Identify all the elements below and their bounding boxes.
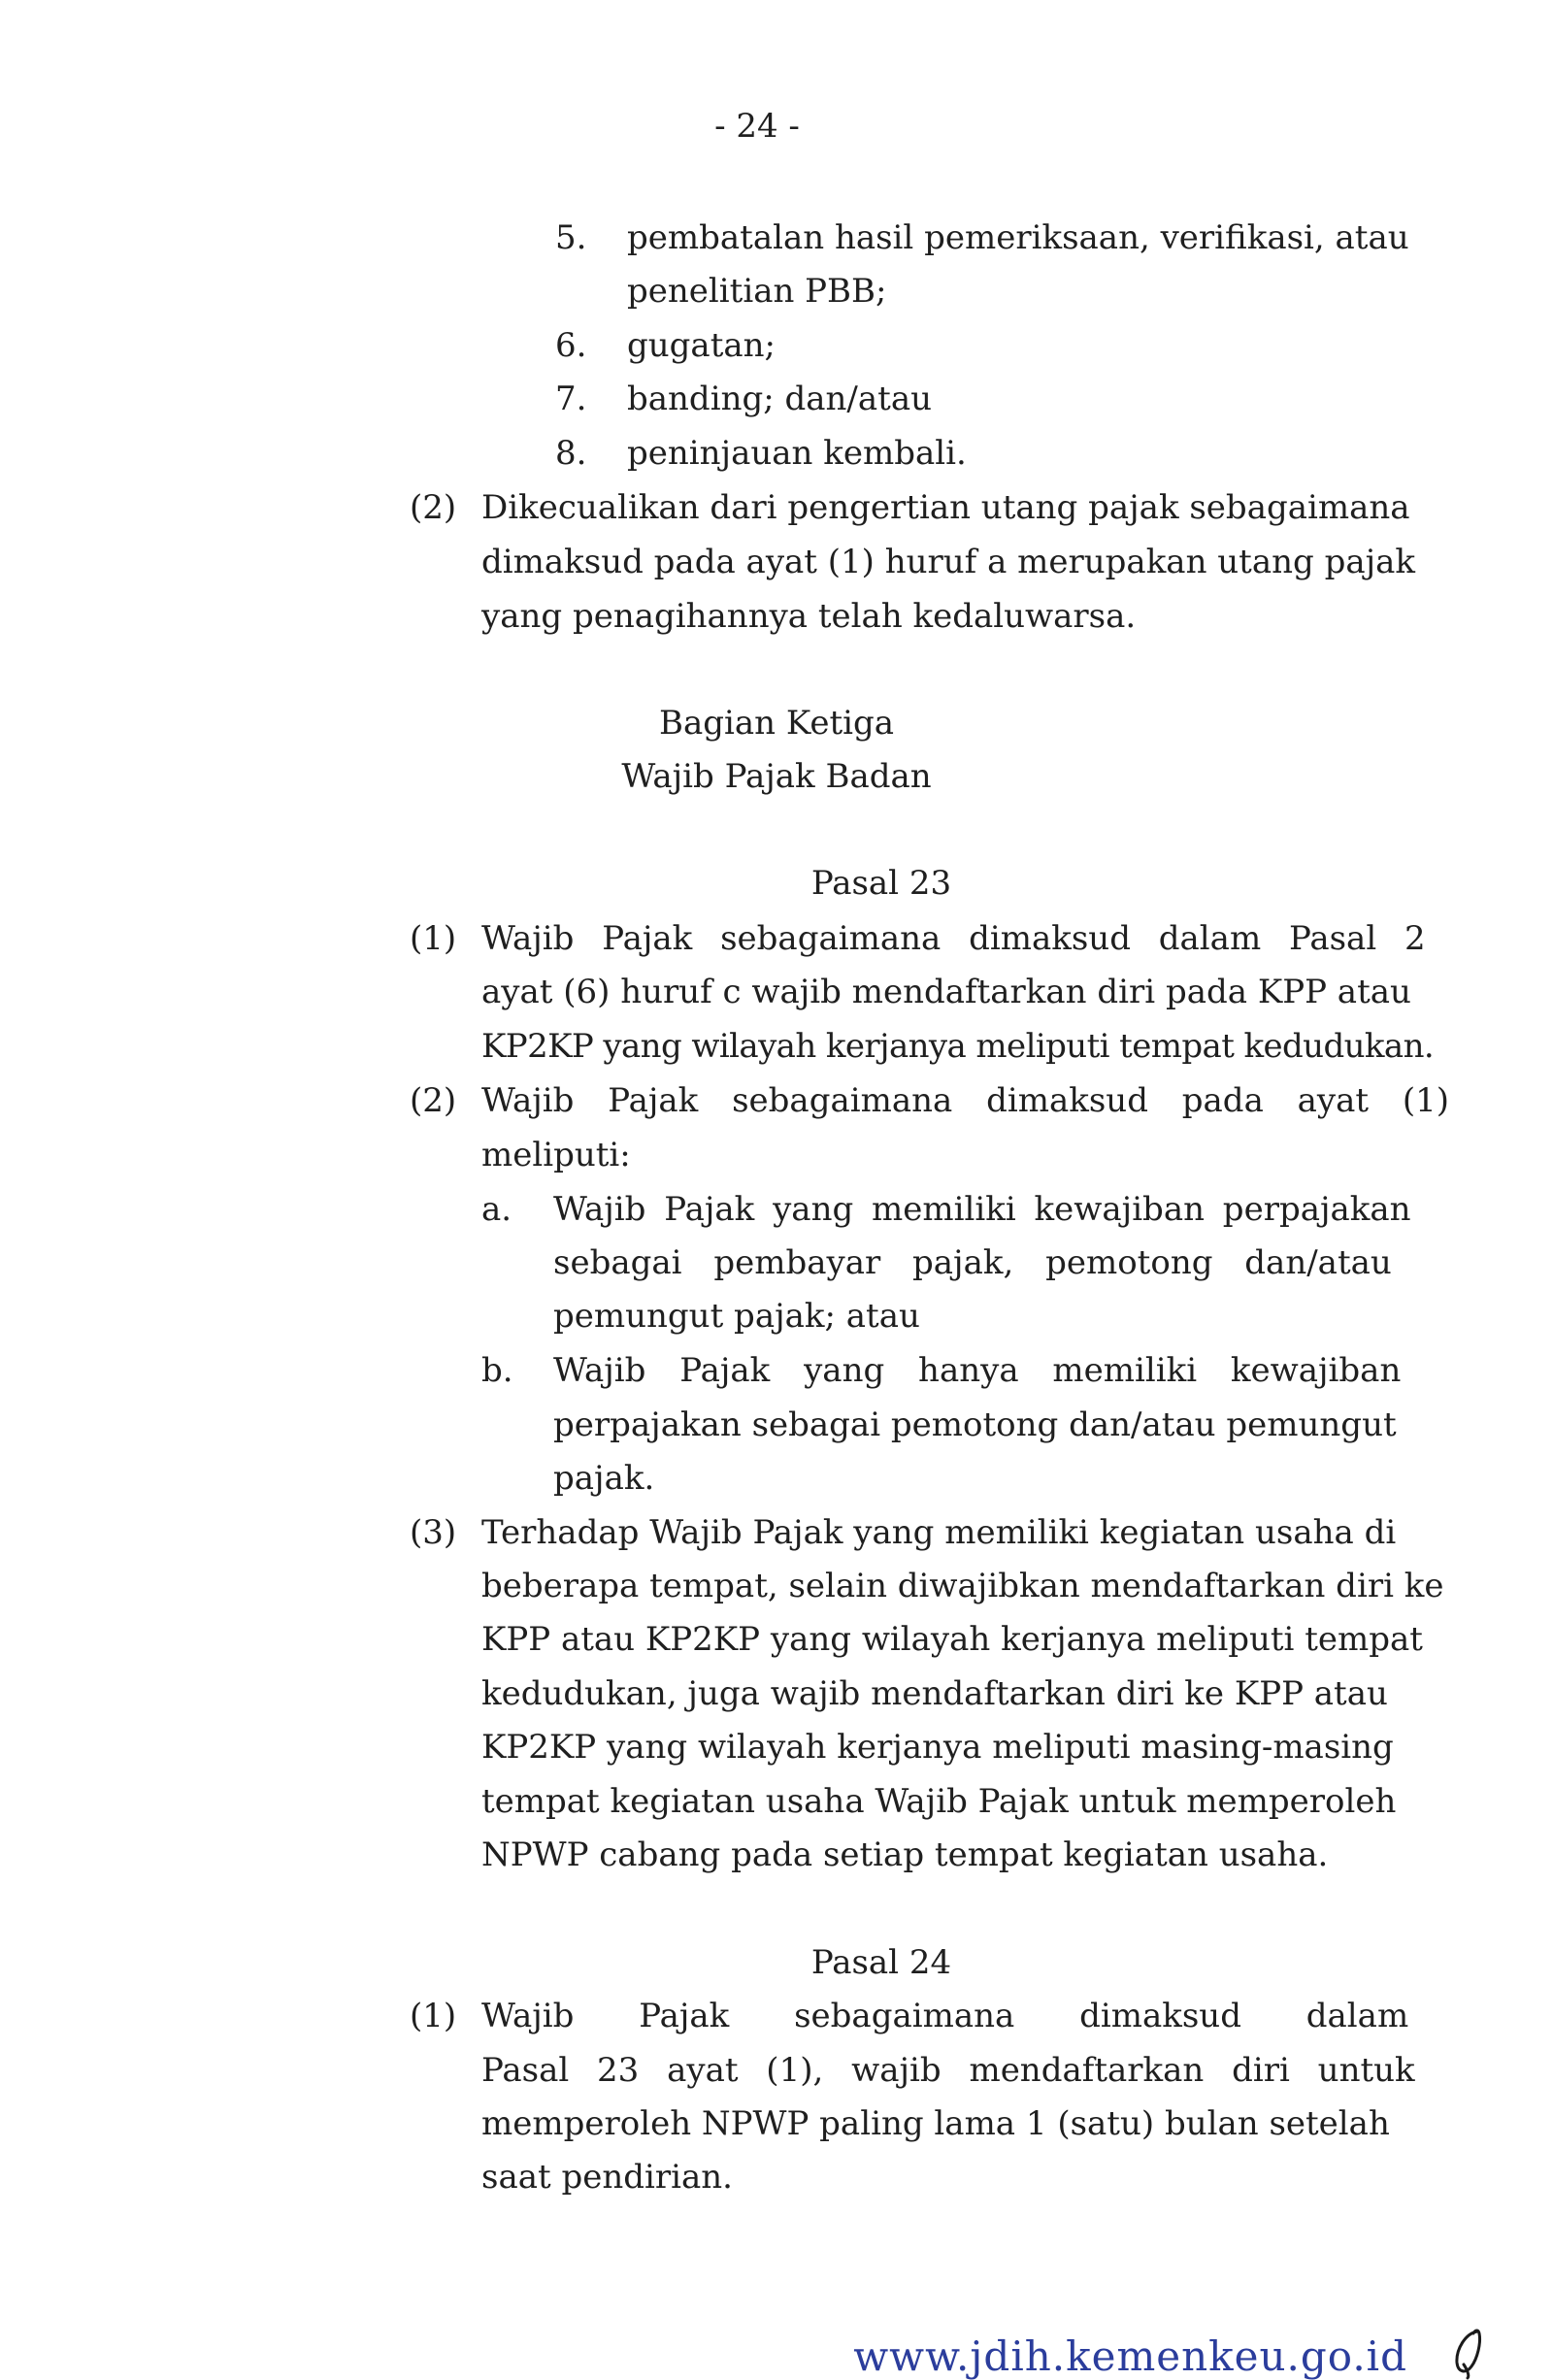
sub-item-letter: b. <box>481 1351 513 1390</box>
line-text: dimaksud pada ayat (1) huruf a merupakan utang pajak <box>481 543 1416 581</box>
article-title: Pasal 23 <box>810 864 952 903</box>
paragraph-line: yang penagihannya telah kedaluwarsa. <box>481 597 1137 636</box>
paragraph-number: (2) <box>410 1081 457 1120</box>
footer-url: www.jdih.kemenkeu.go.id <box>853 2332 1407 2380</box>
paragraph-line: KP2KP yang wilayah kerjanya meliputi masing-masing <box>481 1728 1394 1767</box>
list-item-line: gugatan; <box>627 326 776 365</box>
list-item-line: peninjauan kembali. <box>627 434 967 473</box>
list-item-number: 7. <box>555 380 587 418</box>
paragraph-line <box>481 488 1410 527</box>
paragraph-line: Wajib Pajak sebagaimana dimaksud dalam Pasal 2 <box>481 919 1426 958</box>
paragraph-line: Pasal 23 ayat (1), wajib mendaftarkan diri untuk <box>481 2051 1415 2090</box>
sub-item-line: pajak. <box>553 1459 655 1498</box>
paragraph-line: saat pendirian. <box>481 2158 733 2197</box>
paragraph-line: NPWP cabang pada setiap tempat kegiatan usaha. <box>481 1835 1329 1874</box>
paragraph-line: kedudukan, juga wajib mendaftarkan diri ke KPP atau <box>481 1674 1388 1713</box>
sub-item-line: pemungut pajak; atau <box>553 1297 920 1336</box>
paragraph-line: Wajib Pajak sebagaimana dimaksud pada ayat (1) <box>481 1081 1450 1120</box>
paragraph-line: meliputi: <box>481 1136 631 1174</box>
paragraph-line: KP2KP yang wilayah kerjanya meliputi tempat kedudukan. <box>481 1027 1435 1066</box>
list-item-line: banding; dan/atau <box>627 380 932 418</box>
sub-item-line: Wajib Pajak yang hanya memiliki kewajiban <box>553 1351 1402 1390</box>
paragraph-line: tempat kegiatan usaha Wajib Pajak untuk memperoleh <box>481 1782 1397 1821</box>
sub-item-line: perpajakan sebagai pemotong dan/atau pemungut <box>553 1405 1397 1444</box>
paragraph-number: (2) <box>410 488 457 527</box>
list-item-number: 8. <box>555 434 587 473</box>
paragraph-line: beberapa tempat, selain diwajibkan mendaftarkan diri ke <box>481 1567 1444 1605</box>
list-item-number: 6. <box>555 326 587 365</box>
paragraph-line: Terhadap Wajib Pajak yang memiliki kegiatan usaha di <box>481 1513 1397 1552</box>
page-number: - 24 - <box>714 107 800 146</box>
list-item-number: 5. <box>555 218 587 257</box>
sub-item-letter: a. <box>481 1190 512 1229</box>
initial-signature-mark <box>1448 2326 1491 2380</box>
paragraph-number: (1) <box>410 919 457 958</box>
paragraph-line: KPP atau KP2KP yang wilayah kerjanya meliputi tempat <box>481 1620 1423 1659</box>
paragraph-number: (1) <box>410 1997 457 2035</box>
sub-item-line: sebagai pembayar pajak, pemotong dan/atau <box>553 1243 1392 1282</box>
paragraph-line: Wajib Pajak sebagaimana dimaksud dalam <box>481 1997 1409 2035</box>
list-item-line: penelitian PBB; <box>627 272 887 311</box>
section-heading-title: Wajib Pajak Badan <box>621 757 932 796</box>
article-title: Pasal 24 <box>810 1943 952 1982</box>
section-heading-part: Bagian Ketiga <box>658 704 895 743</box>
paragraph-line: ayat (6) huruf c wajib mendaftarkan diri pada KPP atau <box>481 973 1411 1011</box>
paragraph-number: (3) <box>410 1513 457 1552</box>
list-item-line <box>627 218 1409 257</box>
sub-item-line: Wajib Pajak yang memiliki kewajiban perpajakan <box>553 1190 1411 1229</box>
line-text: Dikecualikan dari pengertian utang pajak sebagaimana <box>481 488 1410 527</box>
line-text: pembatalan hasil pemeriksaan, verifikasi, atau <box>627 218 1409 257</box>
paragraph-line <box>481 543 1416 581</box>
paragraph-line: memperoleh NPWP paling lama 1 (satu) bulan setelah <box>481 2104 1390 2143</box>
